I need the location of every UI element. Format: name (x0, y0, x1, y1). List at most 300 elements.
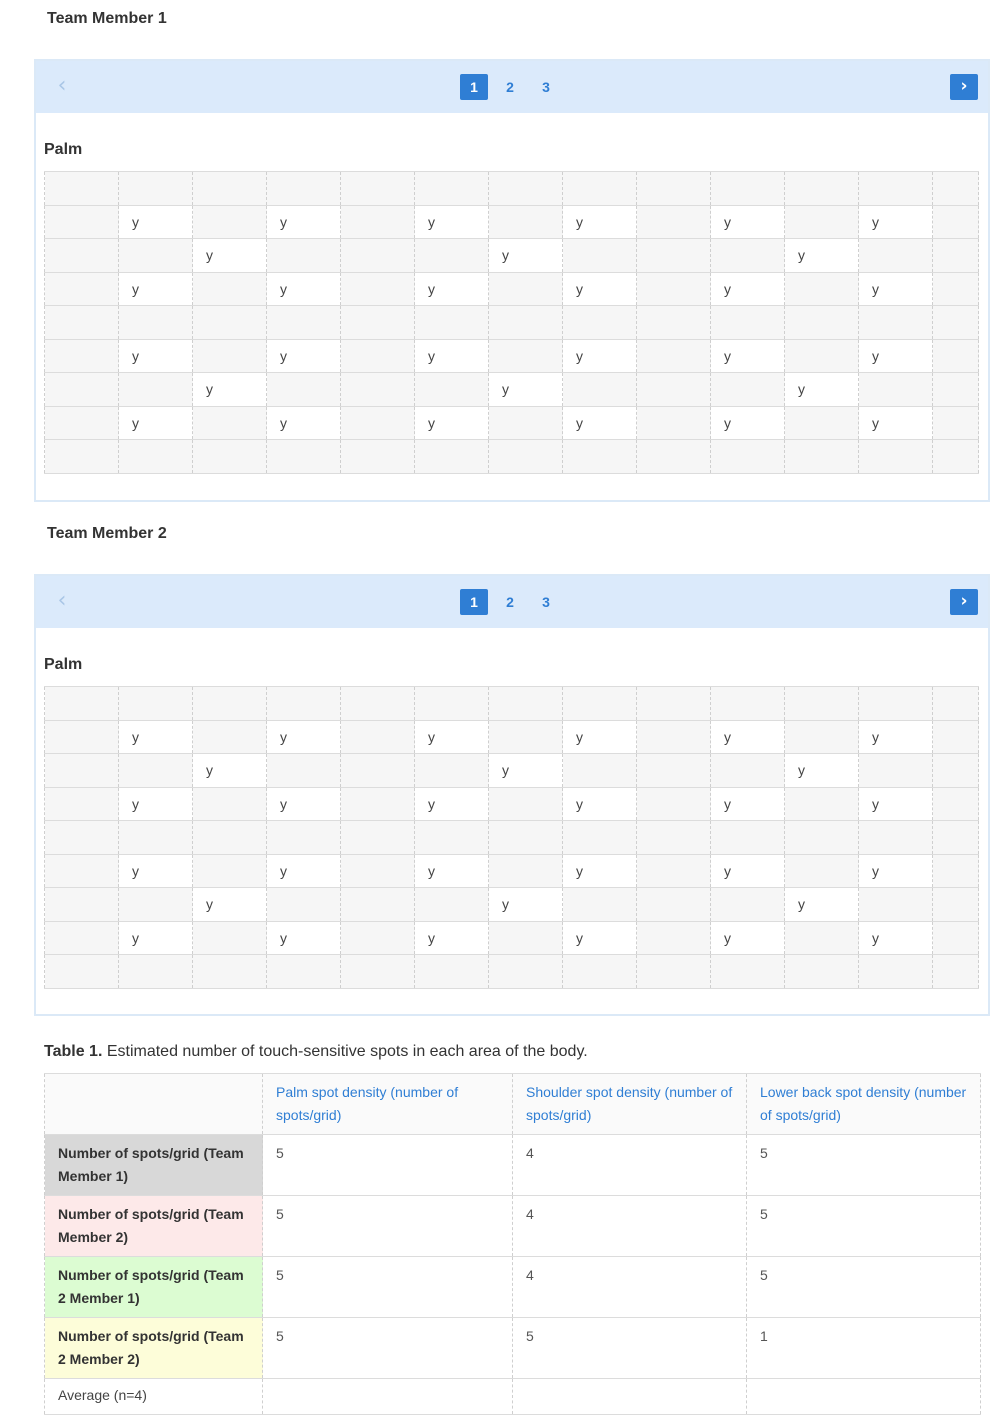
grid-cell[interactable] (45, 440, 119, 474)
grid-cell[interactable] (785, 720, 859, 754)
grid-cell[interactable] (415, 306, 489, 340)
grid-row (45, 821, 979, 855)
grid-cell[interactable] (637, 205, 711, 239)
row-label: Number of spots/grid (Team 2 Member 2) (45, 1318, 263, 1379)
grid-cell[interactable] (933, 440, 979, 474)
grid-row (45, 888, 979, 922)
grid-cell-marked[interactable]: y (859, 921, 933, 955)
grid-cell[interactable] (341, 272, 415, 306)
grid-cell[interactable] (45, 339, 119, 373)
grid-cell[interactable] (785, 205, 859, 239)
grid-cell[interactable] (45, 955, 119, 989)
grid-cell-marked[interactable]: y (267, 854, 341, 888)
pagination (460, 589, 560, 615)
grid-cell[interactable] (193, 687, 267, 721)
grid-cell-marked[interactable]: y (785, 239, 859, 273)
grid-cell[interactable] (341, 955, 415, 989)
grid-cell-marked[interactable]: y (415, 720, 489, 754)
grid-cell[interactable] (119, 888, 193, 922)
grid-cell-marked[interactable]: y (119, 272, 193, 306)
grid-cell[interactable] (563, 373, 637, 407)
grid-cell-marked[interactable]: y (859, 787, 933, 821)
grid-cell-marked[interactable]: y (415, 854, 489, 888)
grid-row (45, 955, 979, 989)
grid-cell[interactable] (637, 787, 711, 821)
grid-cell[interactable] (785, 687, 859, 721)
grid-cell[interactable] (193, 406, 267, 440)
grid-cell[interactable] (341, 373, 415, 407)
grid-cell-marked[interactable]: y (711, 854, 785, 888)
grid-cell[interactable] (119, 239, 193, 273)
grid-row (45, 306, 979, 340)
page-button[interactable]: 3 (542, 79, 550, 95)
grid-cell-marked[interactable]: y (711, 787, 785, 821)
grid-cell[interactable] (341, 687, 415, 721)
grid-cell-marked[interactable]: y (415, 205, 489, 239)
chevron-right-icon[interactable]: › (950, 74, 978, 100)
grid-cell[interactable] (267, 955, 341, 989)
grid-cell[interactable] (341, 787, 415, 821)
grid-cell[interactable] (785, 955, 859, 989)
grid-cell[interactable] (193, 172, 267, 206)
grid-cell-marked[interactable]: y (415, 272, 489, 306)
grid-cell[interactable] (933, 339, 979, 373)
column-header: Lower back spot density (number of spots/grid) (747, 1074, 981, 1135)
grid-cell[interactable] (637, 406, 711, 440)
grid-cell-marked[interactable]: y (193, 373, 267, 407)
grid-cell[interactable] (489, 921, 563, 955)
grid-row (45, 440, 979, 474)
grid-cell[interactable] (637, 339, 711, 373)
table-cell[interactable] (513, 1379, 747, 1415)
grid-cell-marked[interactable]: y (785, 888, 859, 922)
palm-grid (44, 686, 979, 989)
grid-cell[interactable] (415, 821, 489, 855)
grid-cell[interactable] (563, 888, 637, 922)
grid-cell[interactable] (933, 272, 979, 306)
table-row (45, 1257, 981, 1318)
grid-cell[interactable] (119, 955, 193, 989)
page-button[interactable]: 3 (542, 594, 550, 610)
table-cell[interactable] (747, 1379, 981, 1415)
grid-cell[interactable] (637, 373, 711, 407)
grid-cell-marked[interactable]: y (711, 720, 785, 754)
member-2-title: Team Member 2 (47, 525, 167, 542)
grid-cell[interactable] (341, 754, 415, 788)
grid-cell[interactable] (45, 172, 119, 206)
grid-cell-marked[interactable]: y (785, 754, 859, 788)
grid-cell[interactable] (267, 754, 341, 788)
grid-cell[interactable] (859, 821, 933, 855)
chevron-left-icon[interactable]: ‹ (57, 73, 67, 98)
grid-cell-marked[interactable]: y (119, 339, 193, 373)
grid-cell[interactable] (563, 687, 637, 721)
grid-cell[interactable] (785, 306, 859, 340)
grid-cell[interactable] (193, 921, 267, 955)
grid-cell[interactable] (489, 720, 563, 754)
grid-cell[interactable] (489, 272, 563, 306)
grid-cell-marked[interactable]: y (267, 787, 341, 821)
grid-cell[interactable] (489, 306, 563, 340)
grid-cell[interactable] (45, 854, 119, 888)
grid-cell-marked[interactable]: y (711, 921, 785, 955)
grid-row (45, 406, 979, 440)
grid-cell[interactable] (785, 339, 859, 373)
table-cell[interactable] (263, 1379, 513, 1415)
table-row (45, 1196, 981, 1257)
grid-cell[interactable] (341, 239, 415, 273)
grid-cell-marked[interactable]: y (119, 854, 193, 888)
grid-cell[interactable] (415, 888, 489, 922)
grid-cell-marked[interactable]: y (859, 720, 933, 754)
grid-cell[interactable] (341, 339, 415, 373)
grid-cell[interactable] (415, 239, 489, 273)
grid-cell[interactable] (267, 172, 341, 206)
grid-cell[interactable] (193, 339, 267, 373)
grid-cell-marked[interactable]: y (415, 787, 489, 821)
grid-cell[interactable] (637, 854, 711, 888)
grid-cell[interactable] (45, 205, 119, 239)
table-header-row (45, 1074, 981, 1135)
grid-cell[interactable] (933, 205, 979, 239)
grid-cell[interactable] (933, 373, 979, 407)
grid-cell[interactable] (489, 205, 563, 239)
grid-cell[interactable] (119, 821, 193, 855)
grid-cell-marked[interactable]: y (785, 373, 859, 407)
table-row (45, 1379, 981, 1415)
grid-cell[interactable] (637, 720, 711, 754)
grid-cell[interactable] (785, 854, 859, 888)
grid-cell[interactable] (45, 306, 119, 340)
grid-cell[interactable] (193, 205, 267, 239)
grid-cell[interactable] (933, 239, 979, 273)
grid-cell[interactable] (785, 821, 859, 855)
table-cell: 5 (263, 1257, 513, 1318)
grid-cell[interactable] (415, 373, 489, 407)
grid-cell[interactable] (193, 854, 267, 888)
grid-cell[interactable] (785, 921, 859, 955)
grid-cell[interactable] (711, 239, 785, 273)
grid-cell[interactable] (933, 754, 979, 788)
grid-cell[interactable] (119, 754, 193, 788)
grid-row (45, 373, 979, 407)
table-cell: 5 (263, 1318, 513, 1379)
chevron-left-icon[interactable]: ‹ (57, 588, 67, 613)
grid-cell[interactable] (785, 787, 859, 821)
grid-cell[interactable] (563, 821, 637, 855)
table-corner (45, 1074, 263, 1135)
grid-cell[interactable] (489, 339, 563, 373)
grid-row (45, 205, 979, 239)
grid-cell[interactable] (45, 272, 119, 306)
table-cell: 4 (513, 1135, 747, 1196)
grid-cell[interactable] (637, 921, 711, 955)
table-cell: 5 (747, 1135, 981, 1196)
grid-cell[interactable] (933, 172, 979, 206)
grid-cell[interactable] (637, 172, 711, 206)
grid-cell-marked[interactable]: y (267, 272, 341, 306)
grid-cell-marked[interactable]: y (119, 406, 193, 440)
grid-cell[interactable] (489, 687, 563, 721)
grid-cell[interactable] (415, 172, 489, 206)
grid-cell[interactable] (45, 787, 119, 821)
grid-cell-marked[interactable]: y (267, 406, 341, 440)
grid-cell-marked[interactable]: y (711, 339, 785, 373)
grid-cell[interactable] (193, 440, 267, 474)
grid-cell-marked[interactable]: y (563, 787, 637, 821)
grid-cell[interactable] (489, 787, 563, 821)
page-button[interactable]: 2 (506, 79, 514, 95)
grid-cell-marked[interactable]: y (267, 205, 341, 239)
grid-cell[interactable] (45, 720, 119, 754)
grid-cell[interactable] (563, 754, 637, 788)
grid-cell[interactable] (711, 373, 785, 407)
grid-cell[interactable] (341, 720, 415, 754)
grid-cell[interactable] (341, 854, 415, 888)
grid-cell[interactable] (933, 955, 979, 989)
grid-cell[interactable] (785, 440, 859, 474)
grid-cell[interactable] (45, 239, 119, 273)
column-header: Shoulder spot density (number of spots/grid) (513, 1074, 747, 1135)
grid-cell[interactable] (341, 440, 415, 474)
grid-cell[interactable] (45, 687, 119, 721)
grid-cell[interactable] (711, 888, 785, 922)
grid-cell[interactable] (711, 172, 785, 206)
member-2-carousel (34, 574, 990, 1016)
grid-cell-marked[interactable]: y (267, 339, 341, 373)
grid-cell-marked[interactable]: y (859, 205, 933, 239)
grid-cell[interactable] (267, 888, 341, 922)
grid-cell[interactable] (341, 172, 415, 206)
grid-cell-marked[interactable]: y (415, 339, 489, 373)
grid-row (45, 687, 979, 721)
grid-row (45, 239, 979, 273)
grid-cell[interactable] (859, 306, 933, 340)
grid-cell[interactable] (637, 272, 711, 306)
grid-cell[interactable] (193, 720, 267, 754)
average-label: Average (n=4) (45, 1379, 263, 1415)
grid-cell[interactable] (859, 373, 933, 407)
grid-cell[interactable] (45, 406, 119, 440)
grid-cell[interactable] (341, 821, 415, 855)
grid-cell[interactable] (933, 720, 979, 754)
grid-cell[interactable] (193, 821, 267, 855)
grid-cell[interactable] (637, 306, 711, 340)
grid-cell[interactable] (563, 172, 637, 206)
grid-cell-marked[interactable]: y (859, 272, 933, 306)
grid-cell-marked[interactable]: y (119, 787, 193, 821)
table-cell: 5 (747, 1257, 981, 1318)
grid-cell[interactable] (193, 272, 267, 306)
grid-cell[interactable] (859, 239, 933, 273)
grid-cell[interactable] (341, 921, 415, 955)
table-cell: 5 (263, 1135, 513, 1196)
grid-cell[interactable] (193, 787, 267, 821)
grid-cell[interactable] (415, 440, 489, 474)
grid-cell[interactable] (933, 888, 979, 922)
grid-cell[interactable] (45, 373, 119, 407)
grid-cell-marked[interactable]: y (859, 339, 933, 373)
grid-cell[interactable] (933, 687, 979, 721)
grid-cell[interactable] (637, 239, 711, 273)
grid-row (45, 854, 979, 888)
grid-cell-marked[interactable]: y (415, 406, 489, 440)
grid-row (45, 172, 979, 206)
grid-row (45, 787, 979, 821)
carousel-header (36, 61, 988, 113)
grid-cell[interactable] (711, 821, 785, 855)
grid-cell-marked[interactable]: y (563, 205, 637, 239)
grid-cell[interactable] (637, 440, 711, 474)
grid-cell[interactable] (267, 687, 341, 721)
grid-cell[interactable] (933, 821, 979, 855)
grid-cell[interactable] (267, 239, 341, 273)
grid-cell[interactable] (563, 440, 637, 474)
page-button[interactable]: 1 (460, 589, 488, 615)
table-cell: 4 (513, 1257, 747, 1318)
slide-label: Palm (44, 656, 83, 673)
grid-cell[interactable] (415, 754, 489, 788)
grid-cell[interactable] (785, 272, 859, 306)
grid-cell-marked[interactable]: y (489, 239, 563, 273)
grid-cell[interactable] (711, 955, 785, 989)
grid-cell[interactable] (489, 440, 563, 474)
grid-cell-marked[interactable]: y (563, 854, 637, 888)
grid-cell[interactable] (119, 373, 193, 407)
grid-cell[interactable] (415, 687, 489, 721)
table-caption (44, 1043, 588, 1061)
grid-cell[interactable] (267, 821, 341, 855)
table-caption-label: Table 1. (44, 1043, 103, 1060)
grid-cell[interactable] (933, 306, 979, 340)
grid-cell-marked[interactable]: y (859, 406, 933, 440)
grid-cell-marked[interactable]: y (415, 921, 489, 955)
grid-cell[interactable] (119, 440, 193, 474)
grid-cell-marked[interactable]: y (563, 339, 637, 373)
grid-cell[interactable] (119, 306, 193, 340)
grid-cell-marked[interactable]: y (267, 921, 341, 955)
grid-cell[interactable] (859, 440, 933, 474)
grid-row (45, 921, 979, 955)
grid-cell[interactable] (933, 406, 979, 440)
grid-cell-marked[interactable]: y (563, 921, 637, 955)
grid-cell[interactable] (45, 754, 119, 788)
grid-cell[interactable] (933, 921, 979, 955)
grid-cell[interactable] (637, 821, 711, 855)
grid-cell-marked[interactable]: y (119, 205, 193, 239)
grid-cell[interactable] (785, 172, 859, 206)
grid-cell-marked[interactable]: y (711, 406, 785, 440)
chevron-right-icon[interactable]: › (950, 589, 978, 615)
grid-cell[interactable] (637, 754, 711, 788)
grid-cell-marked[interactable]: y (859, 854, 933, 888)
grid-cell[interactable] (267, 373, 341, 407)
grid-cell[interactable] (637, 888, 711, 922)
grid-cell-marked[interactable]: y (563, 720, 637, 754)
grid-cell[interactable] (489, 854, 563, 888)
grid-cell[interactable] (859, 888, 933, 922)
grid-cell[interactable] (785, 406, 859, 440)
page-button[interactable]: 1 (460, 74, 488, 100)
grid-cell[interactable] (933, 787, 979, 821)
grid-cell[interactable] (193, 955, 267, 989)
grid-cell-marked[interactable]: y (267, 720, 341, 754)
grid-cell[interactable] (193, 306, 267, 340)
grid-cell-marked[interactable]: y (711, 272, 785, 306)
grid-cell-marked[interactable]: y (119, 921, 193, 955)
grid-cell[interactable] (711, 440, 785, 474)
row-label: Number of spots/grid (Team Member 2) (45, 1196, 263, 1257)
grid-cell[interactable] (859, 687, 933, 721)
grid-cell-marked[interactable]: y (489, 373, 563, 407)
grid-cell[interactable] (119, 172, 193, 206)
grid-cell-marked[interactable]: y (489, 888, 563, 922)
table-cell: 5 (747, 1196, 981, 1257)
grid-cell-marked[interactable]: y (193, 888, 267, 922)
grid-cell[interactable] (45, 921, 119, 955)
grid-cell[interactable] (267, 306, 341, 340)
grid-cell[interactable] (859, 754, 933, 788)
grid-cell[interactable] (489, 955, 563, 989)
grid-cell-marked[interactable]: y (563, 272, 637, 306)
grid-cell-marked[interactable]: y (563, 406, 637, 440)
grid-cell[interactable] (859, 955, 933, 989)
grid-cell-marked[interactable]: y (711, 205, 785, 239)
grid-cell[interactable] (563, 306, 637, 340)
grid-cell[interactable] (415, 955, 489, 989)
grid-cell[interactable] (637, 687, 711, 721)
grid-cell[interactable] (489, 406, 563, 440)
grid-row (45, 339, 979, 373)
grid-cell-marked[interactable]: y (193, 239, 267, 273)
grid-cell[interactable] (45, 821, 119, 855)
grid-row (45, 754, 979, 788)
grid-cell[interactable] (489, 821, 563, 855)
grid-cell[interactable] (711, 687, 785, 721)
table-cell: 5 (513, 1318, 747, 1379)
grid-cell[interactable] (711, 754, 785, 788)
palm-grid (44, 171, 979, 474)
row-label: Number of spots/grid (Team Member 1) (45, 1135, 263, 1196)
grid-cell[interactable] (45, 888, 119, 922)
grid-cell[interactable] (637, 955, 711, 989)
grid-cell[interactable] (933, 854, 979, 888)
grid-cell[interactable] (563, 955, 637, 989)
member-1-title: Team Member 1 (47, 10, 167, 27)
table-row (45, 1318, 981, 1379)
grid-cell[interactable] (341, 888, 415, 922)
grid-cell[interactable] (341, 306, 415, 340)
table-cell: 4 (513, 1196, 747, 1257)
grid-cell-marked[interactable]: y (119, 720, 193, 754)
grid-row (45, 272, 979, 306)
grid-cell[interactable] (859, 172, 933, 206)
grid-cell[interactable] (563, 239, 637, 273)
carousel-header (36, 576, 988, 628)
grid-cell[interactable] (341, 406, 415, 440)
row-label: Number of spots/grid (Team 2 Member 1) (45, 1257, 263, 1318)
table-caption-text: Estimated number of touch-sensitive spots in each area of the body. (102, 1043, 588, 1060)
table-cell: 1 (747, 1318, 981, 1379)
grid-cell[interactable] (267, 440, 341, 474)
grid-cell[interactable] (119, 687, 193, 721)
grid-cell-marked[interactable]: y (193, 754, 267, 788)
grid-cell[interactable] (711, 306, 785, 340)
grid-cell-marked[interactable]: y (489, 754, 563, 788)
grid-cell[interactable] (341, 205, 415, 239)
page-button[interactable]: 2 (506, 594, 514, 610)
grid-cell[interactable] (489, 172, 563, 206)
